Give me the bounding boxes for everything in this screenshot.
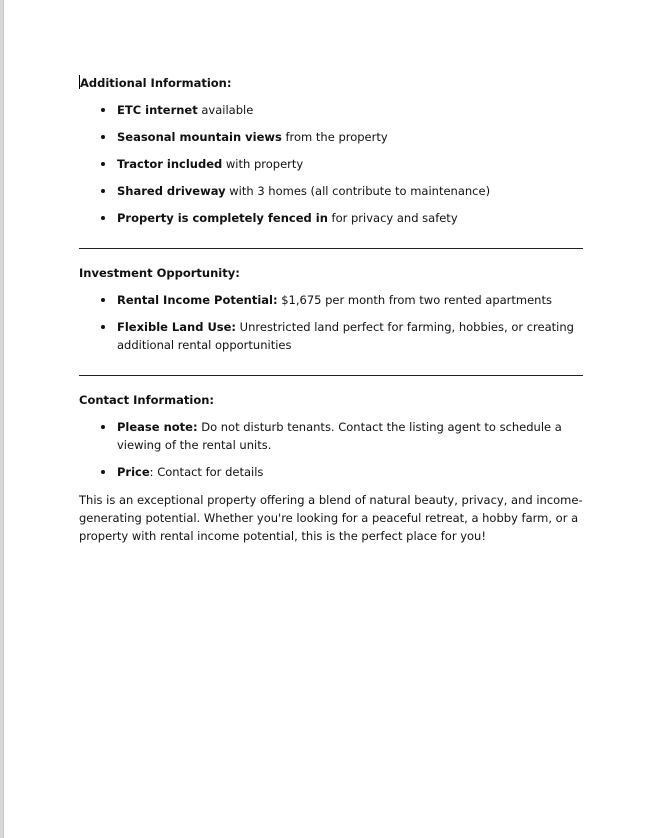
document-body[interactable] <box>79 74 585 545</box>
document-page <box>3 0 650 838</box>
horizontal-divider <box>79 248 583 249</box>
section-contact-information <box>79 391 585 481</box>
investment-list <box>79 291 585 354</box>
section-additional-information <box>79 74 585 227</box>
list-item: Flexible Land Use: Unrestricted land perfect for farming, hobbies, or creating additional rental opportunities <box>79 318 585 354</box>
list-item: Rental Income Potential: $1,675 per month from two rented apartments <box>79 291 585 309</box>
section-investment-opportunity <box>79 264 585 354</box>
heading-investment-opportunity: Investment Opportunity: <box>79 266 240 280</box>
heading-contact-information: Contact Information: <box>79 393 215 407</box>
list-item: Tractor included with property <box>79 155 585 173</box>
contact-list <box>79 418 585 481</box>
list-item: Please note: Do not disturb tenants. Contact the listing agent to schedule a viewing of the rental units. <box>79 418 585 454</box>
additional-info-list <box>79 101 585 227</box>
list-item: Shared driveway with 3 homes (all contribute to maintenance) <box>79 182 585 200</box>
list-item: Seasonal mountain views from the property <box>79 128 585 146</box>
closing-paragraph: This is an exceptional property offering a blend of natural beauty, privacy, and income-generating potential. Whether you're looking for a peaceful retreat, a hobby farm, or a property with rental income potential, this is the perfect place for you! <box>79 493 583 543</box>
list-item: Property is completely fenced in for privacy and safety <box>79 209 585 227</box>
list-item: Price: Contact for details <box>79 463 585 481</box>
heading-additional-information: Additional Information: <box>80 76 232 90</box>
list-item: ETC internet available <box>79 101 585 119</box>
horizontal-divider <box>79 375 583 376</box>
